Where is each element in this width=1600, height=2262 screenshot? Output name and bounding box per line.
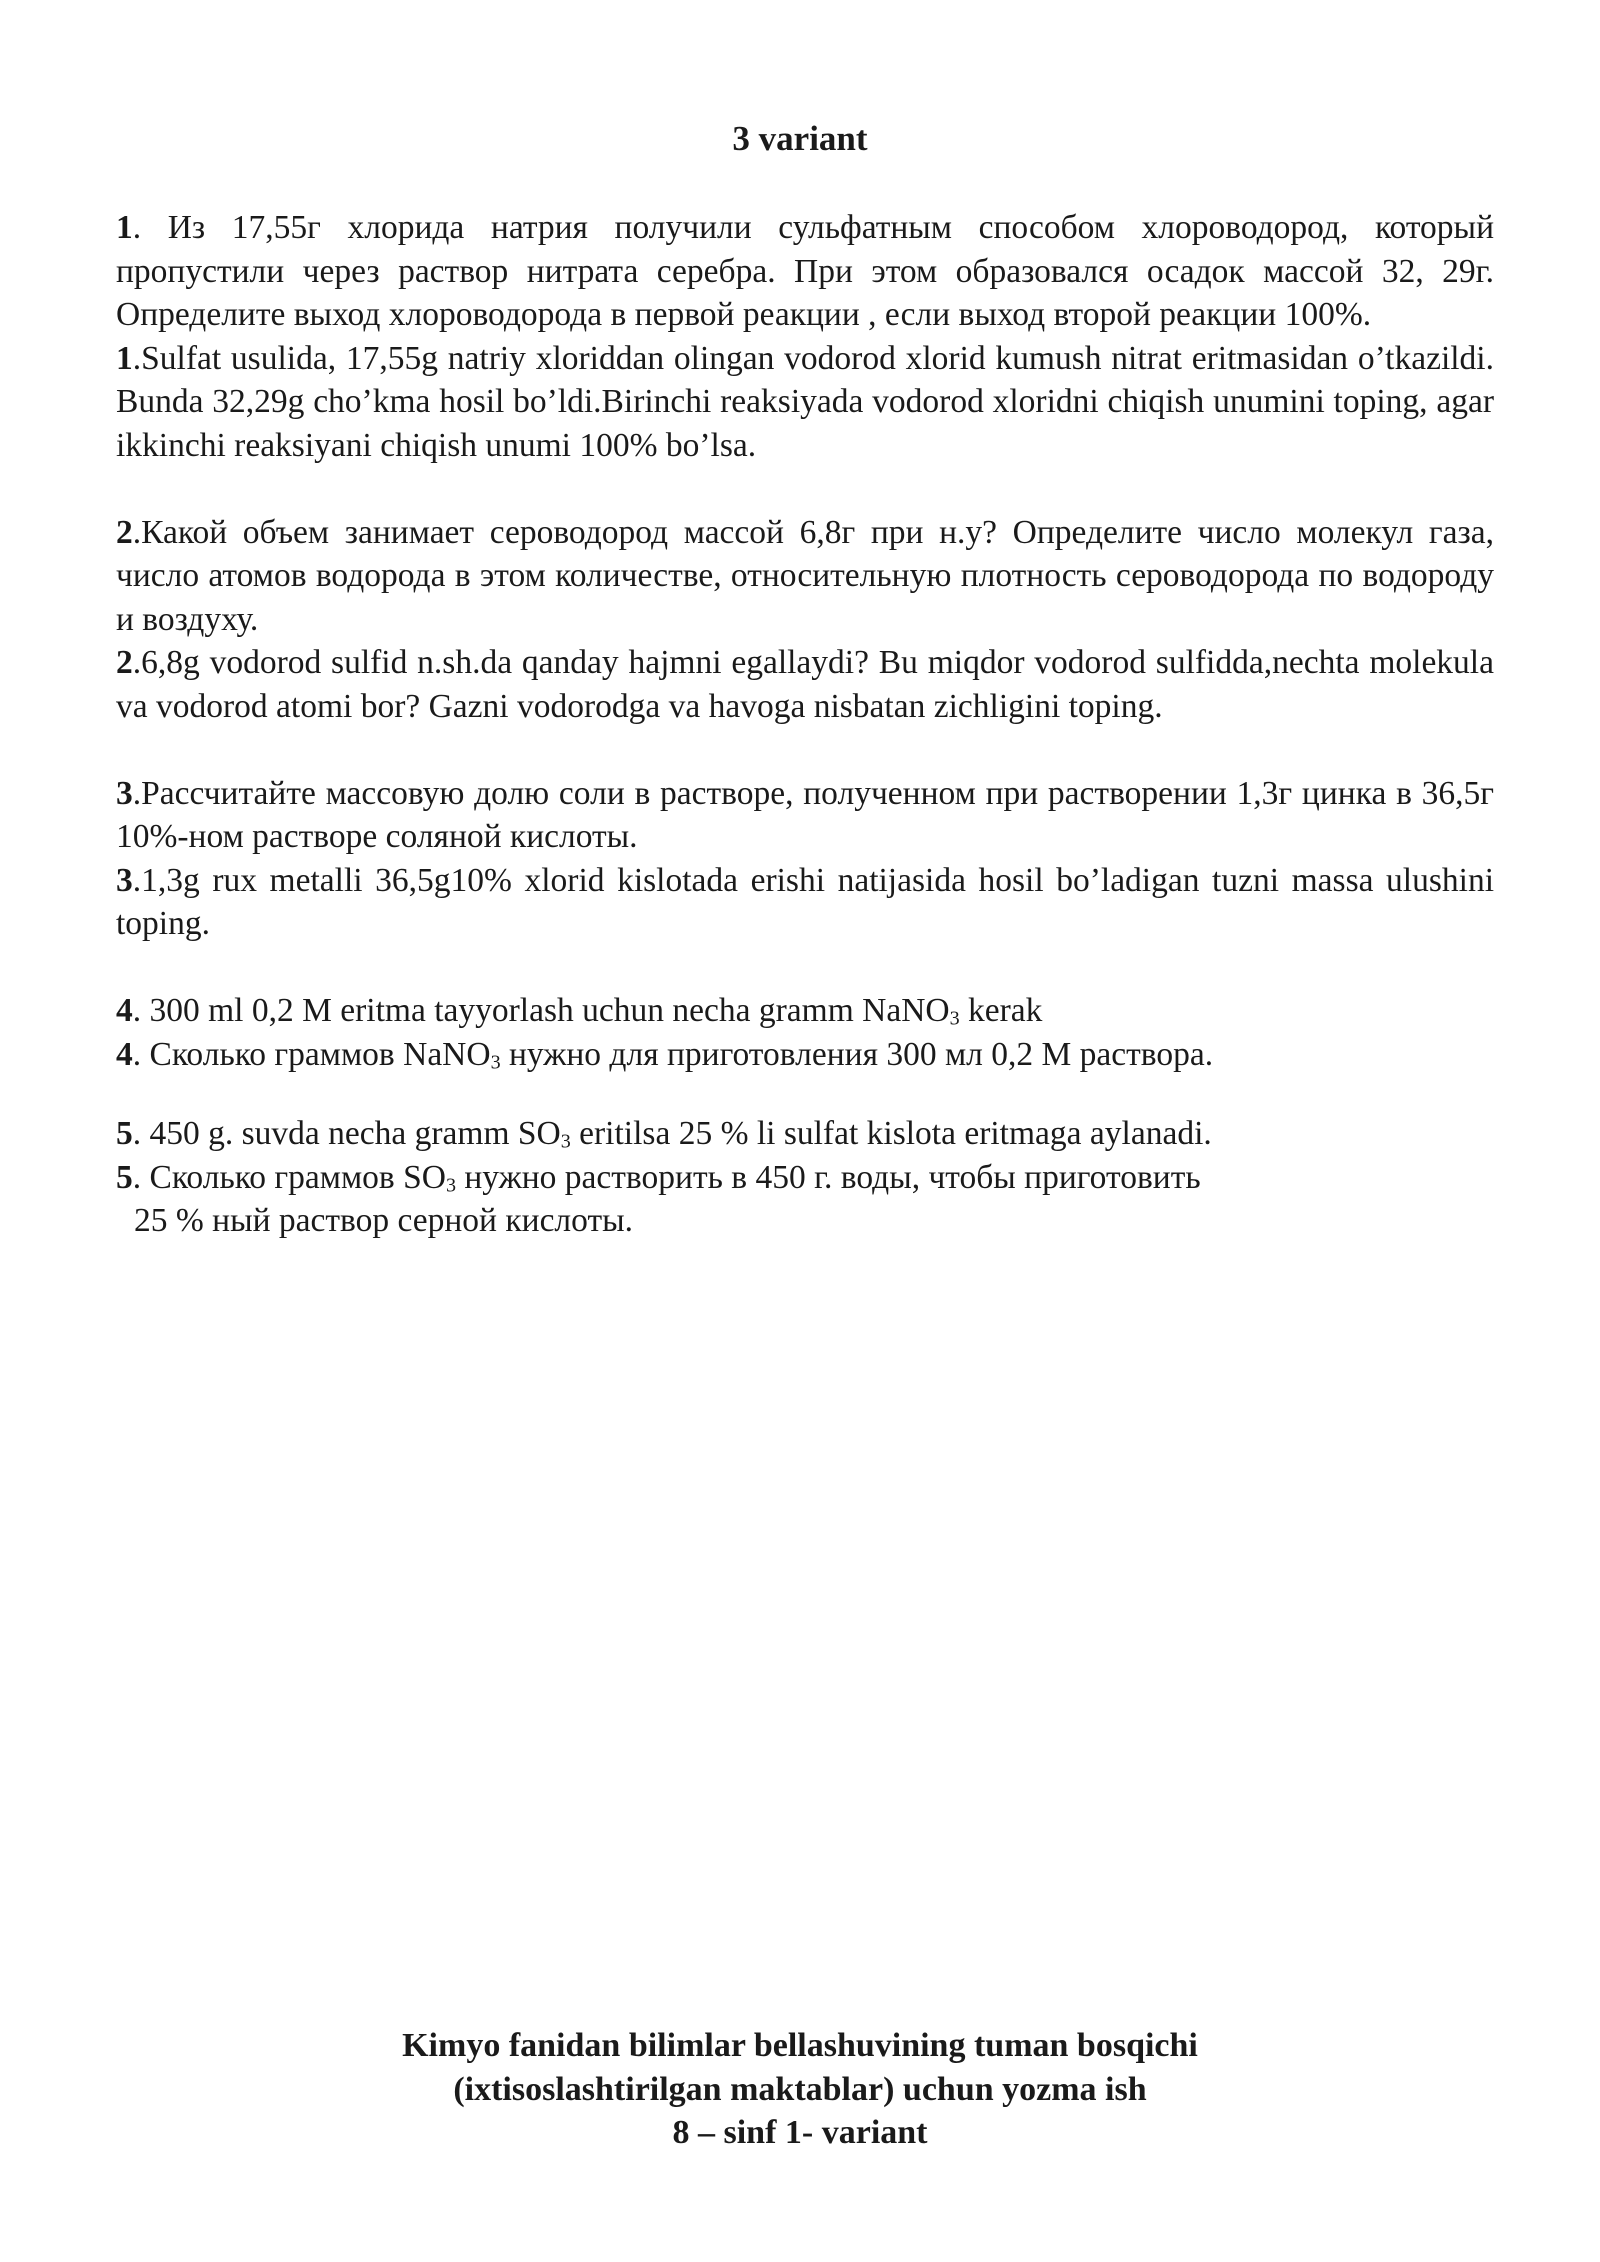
question-number: 3 — [116, 774, 133, 812]
question-number: 5 — [116, 1115, 133, 1152]
question-text: нужно растворить в 450 г. воды, чтобы приготовить — [456, 1158, 1201, 1196]
subscript: 3 — [560, 1130, 571, 1153]
spacer — [116, 946, 1494, 990]
question-5-ru-continued: 25 % ный раствор серной кислоты. — [134, 1202, 633, 1239]
question-list — [116, 206, 1494, 1243]
question-1-uz — [116, 337, 1494, 468]
spacer — [116, 728, 1494, 772]
question-number: 2 — [116, 644, 133, 681]
spacer — [116, 1076, 1494, 1112]
question-text: . Сколько граммов NaNO — [132, 1035, 491, 1073]
question-3-ru — [116, 772, 1494, 859]
question-text: .Какой объем занимает сероводород массой 6,8г при н.у? Определите число молекул газа, число атомов водорода в этом количестве, относительную плотность сероводорода по водороду и воздуху. — [116, 513, 1494, 638]
question-text: .1,3g rux metalli 36,5g10% xlorid kislotada erishi natijasida hosil bo’ladigan tuzni massa ulushini toping. — [116, 861, 1494, 942]
footer-line-1: Kimyo fanidan bilimlar bellashuvining tuman bosqichi — [402, 2027, 1198, 2064]
question-text: . 300 ml 0,2 M eritma tayyorlash uchun necha gramm NaNO — [132, 992, 950, 1029]
question-text: нужно для приготовления 300 мл 0,2 М раствора. — [500, 1035, 1214, 1073]
question-5-uz — [116, 1112, 1494, 1156]
spacer — [116, 467, 1494, 511]
question-text: .6,8g vodorod sulfid n.sh.da qanday hajmni egallaydi? Bu miqdor vodorod sulfidda,nechta molekula va vodorod atomi bor? Gazni vodorodga va havoga nisbatan zichligini toping. — [116, 644, 1494, 725]
question-4-uz — [116, 989, 1494, 1033]
question-number: 3 — [116, 861, 133, 899]
question-2-ru — [116, 511, 1494, 642]
footer-line-3: 8 – sinf 1- variant — [672, 2114, 928, 2151]
question-1-ru — [116, 206, 1494, 337]
question-number: 4 — [116, 992, 133, 1029]
question-number: 2 — [116, 513, 133, 551]
question-number: 4 — [116, 1035, 133, 1073]
question-2-uz — [116, 641, 1494, 728]
question-4-ru — [116, 1033, 1494, 1077]
question-5-ru — [116, 1156, 1494, 1200]
question-number: 1 — [116, 209, 133, 246]
subscript: 3 — [949, 1007, 960, 1030]
question-text: . Сколько граммов SO — [132, 1158, 446, 1196]
question-number: 5 — [116, 1158, 133, 1196]
question-3-uz — [116, 859, 1494, 946]
question-text: eritilsa 25 % li sulfat kislota eritmaga aylanadi. — [570, 1115, 1212, 1152]
question-text: . Из 17,55г хлорида натрия получили сульфатным способом хлороводород, который пропустили через раствор нитрата серебра. При этом образовался осадок массой 32, 29г. Определите выход хлороводорода в первой реакции , если выход второй реакции 100%. — [116, 209, 1494, 333]
question-text: kerak — [959, 992, 1043, 1029]
question-text: .Рассчитайте массовую долю соли в растворе, полученном при растворении 1,3г цинка в 36,5г 10%-ном растворе соляной кислоты. — [116, 774, 1494, 855]
question-text: . 450 g. suvda necha gramm SO — [132, 1115, 561, 1152]
subscript: 3 — [490, 1051, 501, 1074]
subscript: 3 — [445, 1174, 456, 1197]
footer-line-2: (ixtisoslashtirilgan maktablar) uchun yozma ish — [453, 2070, 1147, 2108]
question-text: .Sulfat usulida, 17,55g natriy xloriddan olingan vodorod xlorid kumush nitrat eritmasidan o’tkazildi. Bunda 32,29g cho’kma hosil bo’ldi.Birinchi reaksiyada vodorod xloridni chiqish unumini toping, agar ikkinchi reaksiyani chiqish unumi 100% bo’lsa. — [116, 339, 1494, 464]
question-number: 1 — [116, 339, 133, 377]
page-title: 3 variant — [732, 119, 868, 158]
footer-heading — [0, 2024, 1600, 2155]
